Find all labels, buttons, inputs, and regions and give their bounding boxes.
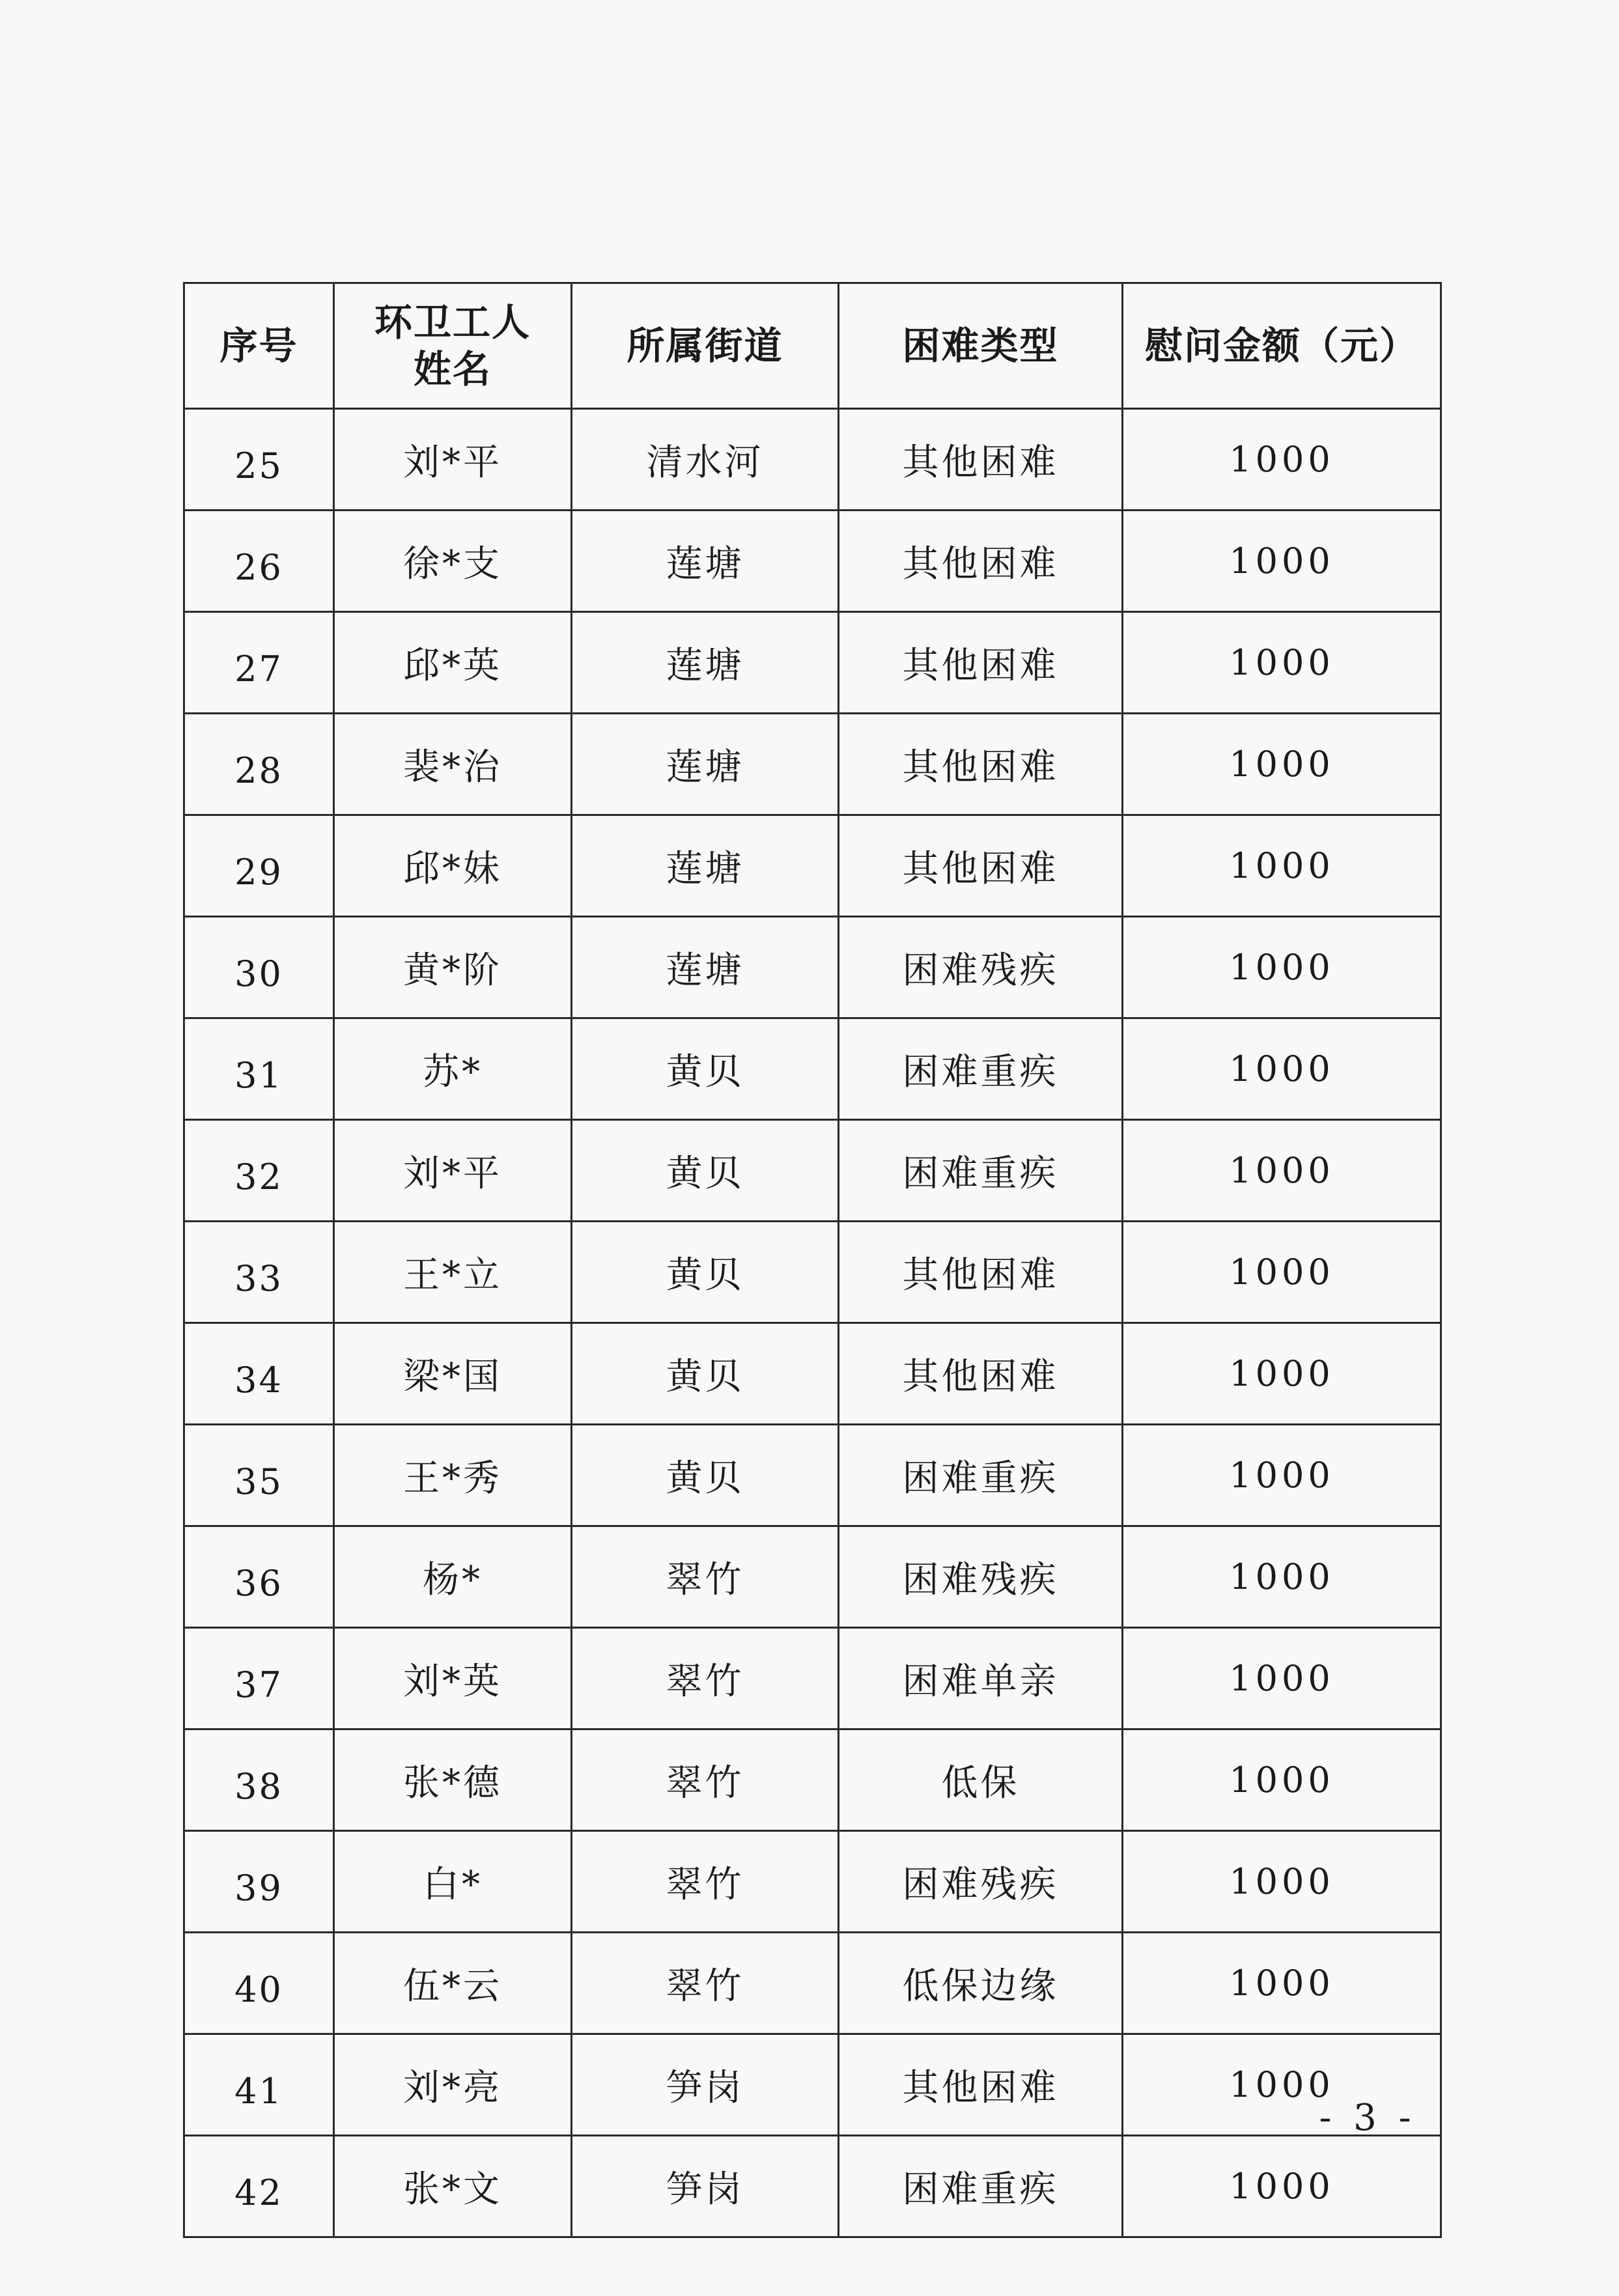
cell-street: 翠竹 — [572, 1729, 839, 1831]
cell-index: 40 — [184, 1933, 334, 2034]
cell-index: 35 — [184, 1425, 334, 1526]
relief-table — [183, 282, 1442, 2238]
cell-name: 邱*英 — [334, 612, 572, 714]
cell-type: 困难残疾 — [839, 917, 1123, 1018]
cell-street: 黄贝 — [572, 1425, 839, 1526]
table-row — [184, 1831, 1441, 1933]
cell-street: 黄贝 — [572, 1120, 839, 1222]
cell-type: 困难重疾 — [839, 1018, 1123, 1120]
cell-street: 清水河 — [572, 409, 839, 511]
cell-street: 莲塘 — [572, 714, 839, 815]
cell-index: 36 — [184, 1526, 334, 1628]
header-index: 序号 — [184, 283, 334, 409]
page-number: - 3 - — [1319, 2097, 1416, 2139]
cell-amount: 1000 — [1123, 1628, 1441, 1729]
table-row — [184, 612, 1441, 714]
cell-name: 张*文 — [334, 2136, 572, 2237]
cell-amount: 1000 — [1123, 409, 1441, 511]
cell-amount: 1000 — [1123, 1933, 1441, 2034]
cell-street: 莲塘 — [572, 815, 839, 917]
cell-street: 翠竹 — [572, 1933, 839, 2034]
table-row — [184, 917, 1441, 1018]
cell-type: 困难残疾 — [839, 1831, 1123, 1933]
cell-amount: 1000 — [1123, 1222, 1441, 1323]
table-row — [184, 815, 1441, 917]
cell-index: 37 — [184, 1628, 334, 1729]
cell-amount: 1000 — [1123, 1323, 1441, 1425]
cell-name: 张*德 — [334, 1729, 572, 1831]
cell-amount: 1000 — [1123, 1120, 1441, 1222]
cell-name: 王*立 — [334, 1222, 572, 1323]
cell-street: 笋岗 — [572, 2136, 839, 2237]
cell-index: 27 — [184, 612, 334, 714]
cell-amount: 1000 — [1123, 511, 1441, 612]
table-row — [184, 1222, 1441, 1323]
cell-street: 黄贝 — [572, 1018, 839, 1120]
cell-name: 杨* — [334, 1526, 572, 1628]
cell-index: 29 — [184, 815, 334, 917]
cell-street: 笋岗 — [572, 2034, 839, 2136]
cell-index: 33 — [184, 1222, 334, 1323]
header-amount: 慰问金额（元） — [1123, 283, 1441, 409]
cell-type: 其他困难 — [839, 714, 1123, 815]
table-row — [184, 1933, 1441, 2034]
cell-type: 困难单亲 — [839, 1628, 1123, 1729]
header-street: 所属街道 — [572, 283, 839, 409]
cell-street: 莲塘 — [572, 511, 839, 612]
cell-name: 邱*妹 — [334, 815, 572, 917]
header-name — [334, 283, 572, 409]
cell-index: 41 — [184, 2034, 334, 2136]
cell-street: 莲塘 — [572, 612, 839, 714]
cell-type: 低保边缘 — [839, 1933, 1123, 2034]
cell-index: 39 — [184, 1831, 334, 1933]
cell-name: 刘*亮 — [334, 2034, 572, 2136]
cell-index: 38 — [184, 1729, 334, 1831]
cell-type: 困难重疾 — [839, 2136, 1123, 2237]
cell-name: 刘*平 — [334, 1120, 572, 1222]
cell-type: 困难重疾 — [839, 1120, 1123, 1222]
cell-type: 其他困难 — [839, 1323, 1123, 1425]
cell-name: 黄*阶 — [334, 917, 572, 1018]
cell-name: 苏* — [334, 1018, 572, 1120]
cell-name: 白* — [334, 1831, 572, 1933]
cell-index: 26 — [184, 511, 334, 612]
cell-type: 困难残疾 — [839, 1526, 1123, 1628]
cell-street: 翠竹 — [572, 1526, 839, 1628]
table-row — [184, 1628, 1441, 1729]
cell-type: 低保 — [839, 1729, 1123, 1831]
table-row — [184, 714, 1441, 815]
cell-name: 徐*支 — [334, 511, 572, 612]
cell-street: 翠竹 — [572, 1831, 839, 1933]
cell-amount: 1000 — [1123, 612, 1441, 714]
cell-name: 梁*国 — [334, 1323, 572, 1425]
cell-type: 其他困难 — [839, 2034, 1123, 2136]
cell-index: 42 — [184, 2136, 334, 2237]
cell-street: 黄贝 — [572, 1323, 839, 1425]
cell-type: 其他困难 — [839, 409, 1123, 511]
header-name-line1: 环卫工人 — [374, 300, 531, 344]
cell-street: 黄贝 — [572, 1222, 839, 1323]
cell-amount: 1000 — [1123, 2034, 1441, 2136]
table-row — [184, 1323, 1441, 1425]
table-row — [184, 1018, 1441, 1120]
table-row — [184, 2136, 1441, 2237]
cell-amount: 1000 — [1123, 1831, 1441, 1933]
cell-street: 翠竹 — [572, 1628, 839, 1729]
cell-index: 32 — [184, 1120, 334, 1222]
cell-amount: 1000 — [1123, 917, 1441, 1018]
table-row — [184, 1729, 1441, 1831]
table-row — [184, 511, 1441, 612]
table-row — [184, 1526, 1441, 1628]
cell-name: 王*秀 — [334, 1425, 572, 1526]
cell-index: 28 — [184, 714, 334, 815]
table-body — [184, 409, 1441, 2237]
table-row — [184, 1120, 1441, 1222]
table-row — [184, 409, 1441, 511]
cell-street: 莲塘 — [572, 917, 839, 1018]
cell-amount: 1000 — [1123, 1018, 1441, 1120]
cell-amount: 1000 — [1123, 1425, 1441, 1526]
cell-name: 伍*云 — [334, 1933, 572, 2034]
cell-index: 30 — [184, 917, 334, 1018]
cell-amount: 1000 — [1123, 714, 1441, 815]
cell-amount: 1000 — [1123, 2136, 1441, 2237]
cell-name: 刘*英 — [334, 1628, 572, 1729]
cell-name: 裴*治 — [334, 714, 572, 815]
cell-amount: 1000 — [1123, 1526, 1441, 1628]
cell-amount: 1000 — [1123, 1729, 1441, 1831]
cell-index: 25 — [184, 409, 334, 511]
cell-type: 其他困难 — [839, 815, 1123, 917]
cell-index: 34 — [184, 1323, 334, 1425]
table-header-row — [184, 283, 1441, 409]
cell-type: 其他困难 — [839, 612, 1123, 714]
header-type: 困难类型 — [839, 283, 1123, 409]
cell-type: 困难重疾 — [839, 1425, 1123, 1526]
cell-name: 刘*平 — [334, 409, 572, 511]
cell-type: 其他困难 — [839, 1222, 1123, 1323]
table-row — [184, 2034, 1441, 2136]
header-name-line2: 姓名 — [413, 347, 492, 391]
cell-amount: 1000 — [1123, 815, 1441, 917]
cell-index: 31 — [184, 1018, 334, 1120]
table-row — [184, 1425, 1441, 1526]
cell-type: 其他困难 — [839, 511, 1123, 612]
